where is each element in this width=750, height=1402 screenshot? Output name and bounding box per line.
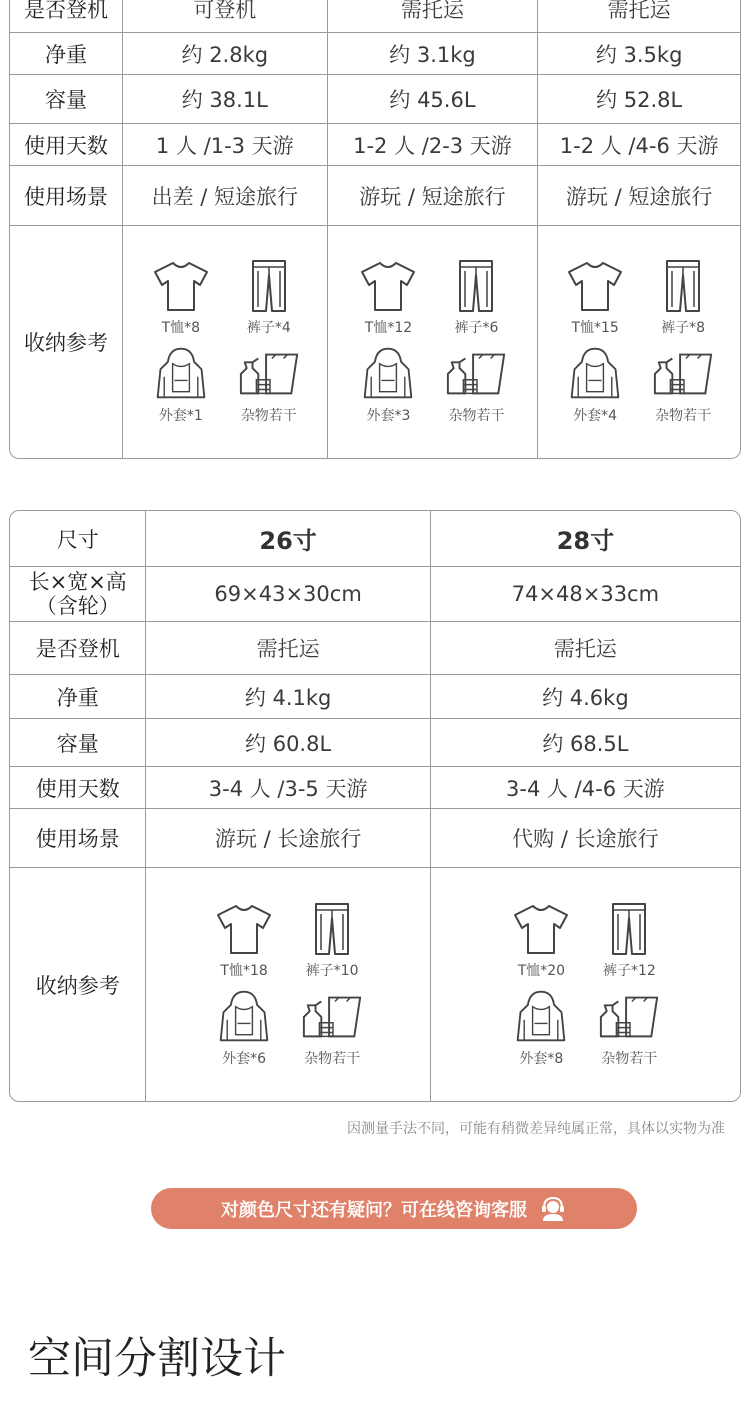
pack-caption: 外套*3 [366, 408, 411, 424]
row-label: 收纳参考 [10, 868, 146, 1101]
cell: 约 52.8L [538, 75, 740, 124]
table-row [10, 226, 740, 458]
table-row [10, 809, 740, 868]
cell: 约 3.5kg [538, 33, 740, 75]
pack-caption: 杂物若干 [240, 408, 297, 424]
pack-item [137, 345, 225, 425]
cell: 需托运 [328, 0, 539, 33]
column-header: 26寸 [146, 511, 430, 567]
table-row [10, 767, 740, 809]
tshirt-icon [565, 259, 625, 313]
pack-caption: 外套*4 [573, 408, 618, 424]
pack-cell [146, 868, 430, 1101]
pack-caption: 外套*1 [158, 408, 203, 424]
pack-item [497, 902, 585, 980]
cell: 约 3.1kg [328, 33, 539, 75]
pants-icon [239, 259, 299, 313]
cell: 可登机 [123, 0, 328, 33]
jacket-icon [513, 988, 569, 1044]
cell: 约 38.1L [123, 75, 328, 124]
cell: 出差 / 短途旅行 [123, 166, 328, 226]
pack-item [344, 259, 432, 337]
cell: 约 60.8L [146, 719, 430, 767]
cell: 约 45.6L [328, 75, 539, 124]
row-label: 净重 [10, 33, 123, 75]
pack-caption: 杂物若干 [655, 408, 712, 424]
pack-item [639, 259, 727, 337]
row-label: 使用天数 [10, 124, 123, 166]
cell: 需托运 [146, 622, 430, 675]
cell: 3-4 人 /3-5 天游 [146, 767, 430, 809]
pack-caption: 杂物若干 [304, 1050, 361, 1067]
pack-caption: T恤*8 [161, 320, 201, 336]
cell: 1-2 人 /4-6 天游 [538, 124, 740, 166]
tshirt-icon [358, 259, 418, 313]
tshirt-icon [214, 902, 274, 956]
pack-caption: 裤子*12 [602, 962, 656, 979]
pack-item [497, 988, 585, 1068]
pants-icon [599, 902, 659, 956]
pants-icon [446, 259, 506, 313]
cell: 1-2 人 /2-3 天游 [328, 124, 539, 166]
customer-service-button[interactable] [151, 1188, 637, 1229]
cell: 约 4.6kg [431, 675, 740, 719]
jacket-icon [567, 345, 623, 401]
table-row [10, 622, 740, 675]
pack-caption: T恤*15 [571, 320, 619, 336]
misc-items-icon [444, 345, 508, 401]
pack-item [288, 988, 376, 1068]
table-row [10, 567, 740, 622]
customer-service-label: 对颜色尺寸还有疑问？可在线咨询客服 [221, 1199, 527, 1221]
pack-caption: 外套*8 [519, 1050, 564, 1067]
pack-caption: 杂物若干 [601, 1050, 658, 1067]
cell: 游玩 / 短途旅行 [328, 166, 539, 226]
measurement-note: 因测量手法不同，可能有稍微差异纯属正常，具体以实物为准 [347, 1121, 725, 1137]
cell: 1 人 /1-3 天游 [123, 124, 328, 166]
pack-item [432, 259, 520, 337]
pack-caption: 裤子*6 [454, 320, 499, 336]
row-label: 容量 [10, 75, 123, 124]
misc-items-icon [237, 345, 301, 401]
pack-item [200, 988, 288, 1068]
misc-items-icon [597, 988, 661, 1044]
table-row [10, 166, 740, 226]
dims-label-line1: 长×宽×高 [28, 569, 127, 594]
jacket-icon [360, 345, 416, 401]
cell: 需托运 [431, 622, 740, 675]
pack-item [585, 902, 673, 980]
section-title: 空间分割设计 [28, 1334, 286, 1384]
pack-item [551, 345, 639, 425]
pack-caption: T恤*18 [220, 962, 268, 979]
size-table-small [9, 0, 741, 459]
pack-item [225, 259, 313, 337]
pack-caption: 裤子*10 [305, 962, 359, 979]
pack-cell [123, 226, 328, 458]
pack-caption: T恤*12 [364, 320, 413, 336]
row-label: 收纳参考 [10, 226, 123, 458]
cell: 代购 / 长途旅行 [431, 809, 740, 868]
row-label: 使用场景 [10, 166, 123, 226]
table-row [10, 124, 740, 166]
cell: 69×43×30cm [146, 567, 430, 622]
pack-item [344, 345, 432, 425]
table-row [10, 719, 740, 767]
tshirt-icon [151, 259, 211, 313]
table-row [10, 75, 740, 124]
cell: 74×48×33cm [431, 567, 740, 622]
misc-items-icon [651, 345, 715, 401]
table-row [10, 675, 740, 719]
pack-item [200, 902, 288, 980]
table-row [10, 0, 740, 33]
size-table-large [9, 510, 741, 1102]
dims-label-line2: （含轮） [35, 594, 120, 618]
table-row [10, 868, 740, 1101]
row-label [10, 567, 146, 622]
row-label: 使用场景 [10, 809, 146, 868]
jacket-icon [153, 345, 209, 401]
pack-caption: 裤子*8 [661, 320, 706, 336]
pack-caption: 杂物若干 [448, 408, 505, 424]
cell: 游玩 / 短途旅行 [538, 166, 740, 226]
cell: 需托运 [538, 0, 740, 33]
pack-item [551, 259, 639, 337]
pack-caption: 外套*6 [222, 1050, 267, 1067]
pack-item [585, 988, 673, 1068]
pack-item [432, 345, 520, 425]
misc-items-icon [300, 988, 364, 1044]
row-label: 容量 [10, 719, 146, 767]
pack-cell [328, 226, 539, 458]
cell: 约 2.8kg [123, 33, 328, 75]
row-label: 净重 [10, 675, 146, 719]
row-label: 尺寸 [10, 511, 146, 567]
pack-item [225, 345, 313, 425]
pack-item [137, 259, 225, 337]
pants-icon [653, 259, 713, 313]
row-label: 使用天数 [10, 767, 146, 809]
row-label: 是否登机 [10, 622, 146, 675]
cell: 游玩 / 长途旅行 [146, 809, 430, 868]
pack-cell [538, 226, 740, 458]
row-label: 是否登机 [10, 0, 123, 33]
pack-item [288, 902, 376, 980]
customer-service-icon [539, 1195, 567, 1223]
cell: 3-4 人 /4-6 天游 [431, 767, 740, 809]
pack-caption: 裤子*4 [246, 320, 291, 336]
pants-icon [302, 902, 362, 956]
jacket-icon [216, 988, 272, 1044]
pack-item [639, 345, 727, 425]
cell: 约 4.1kg [146, 675, 430, 719]
column-header: 28寸 [431, 511, 740, 567]
cell: 约 68.5L [431, 719, 740, 767]
table-header-row [10, 511, 740, 567]
table-row [10, 33, 740, 75]
pack-cell [431, 868, 740, 1101]
tshirt-icon [511, 902, 571, 956]
pack-caption: T恤*20 [517, 962, 566, 979]
